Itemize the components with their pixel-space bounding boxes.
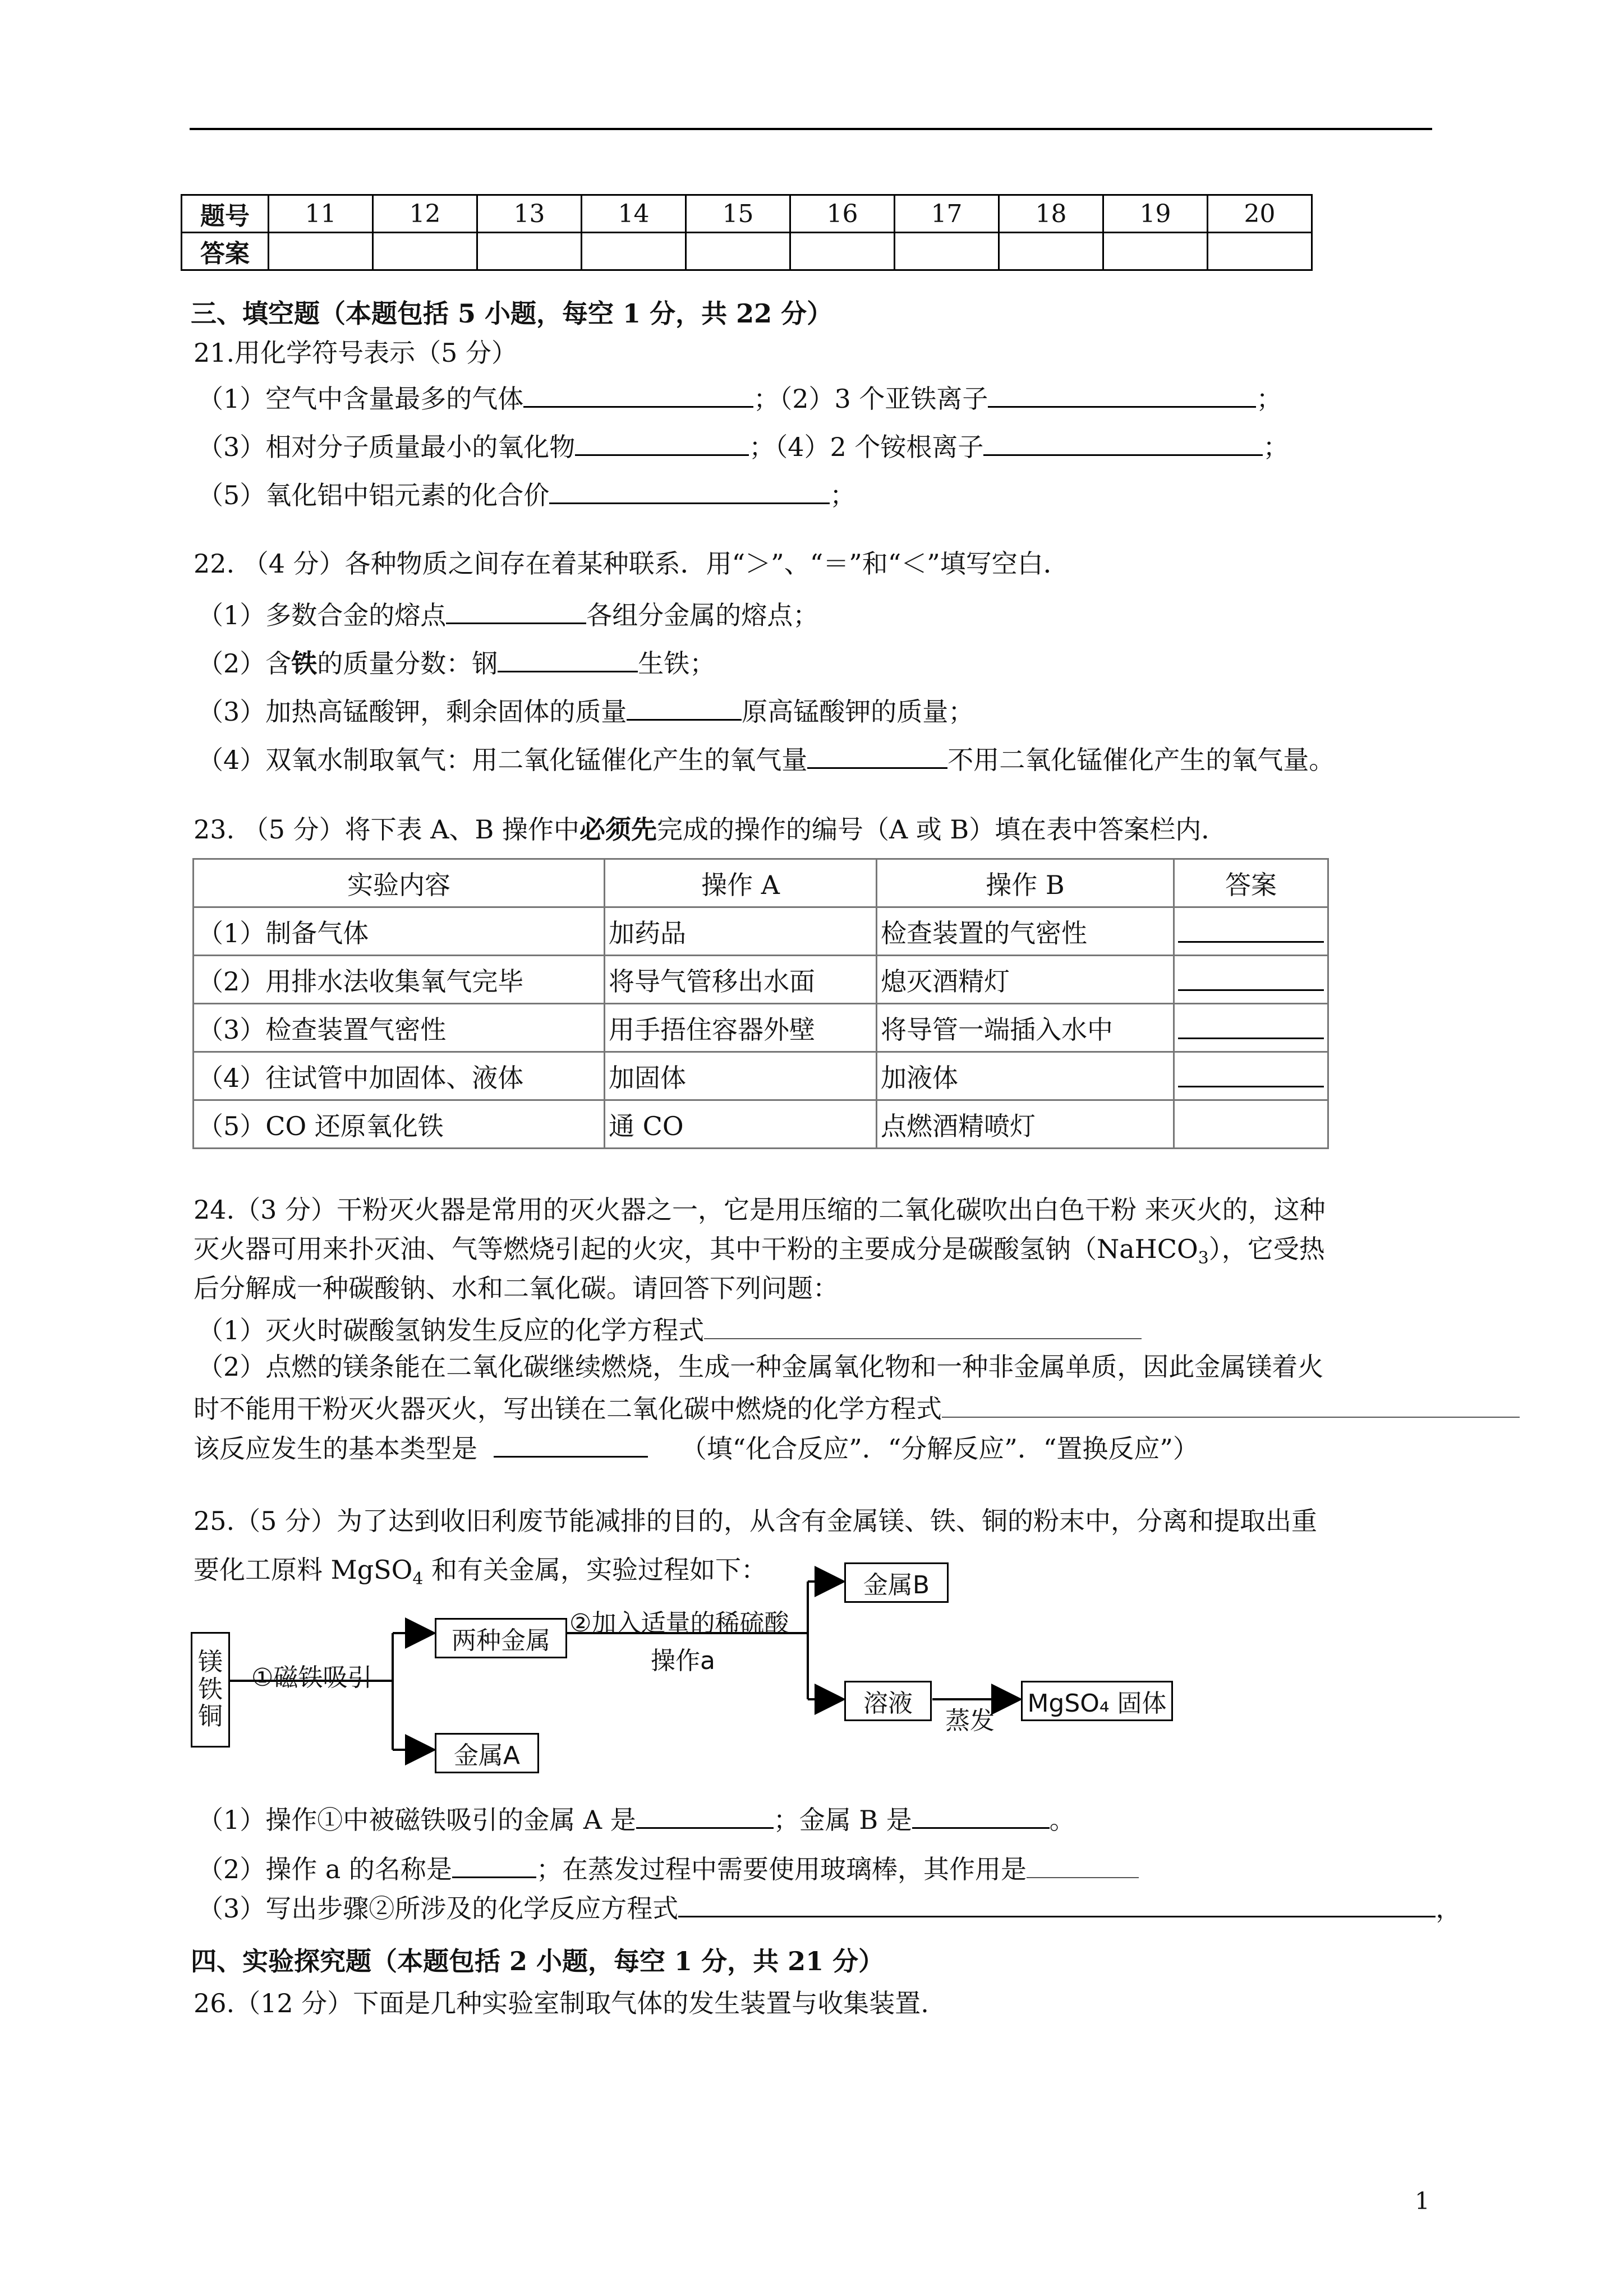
q24-line1: 24.（3 分）干粉灭火器是常用的灭火器之一，它是用压缩的二氧化碳吹出白色干粉 来灭火的，这种 — [194, 1195, 1326, 1225]
answer-blank[interactable] — [452, 1851, 536, 1878]
q22-stem: 22. （4 分）各种物质之间存在着某种联系．用“＞”、“＝”和“＜”填写空白． — [194, 548, 1069, 579]
grid-number: 19 — [1103, 195, 1208, 233]
page-number: 1 — [1415, 2187, 1430, 2215]
q24-line7: 该反应发生的基本类型是 （填“化合反应”．“分解反应”．“置换反应”） — [194, 1430, 1199, 1464]
grid-number: 16 — [790, 195, 895, 233]
q22-line2: （2）含铁的质量分数：钢 生铁； — [197, 645, 715, 679]
q25-sub2: （2）操作 a 的名称是 ；在蒸发过程中需要使用玻璃棒，其作用是 — [197, 1851, 1139, 1885]
col-header: 实验内容 — [194, 859, 605, 907]
start-mixture-char: 铁 — [198, 1675, 223, 1704]
q22-line3: （3）加热高锰酸钾，剩余固体的质量 原高锰酸钾的质量； — [197, 693, 974, 727]
two-metals-box: 两种金属 — [435, 1618, 567, 1658]
grid-number: 13 — [477, 195, 582, 233]
answer-blank[interactable] — [636, 1801, 774, 1829]
grid-number: 14 — [582, 195, 686, 233]
q23-stem: 23. （5 分）将下表 A、B 操作中必须先完成的操作的编号（A 或 B）填在表中答案栏内． — [194, 814, 1227, 845]
q24-line6: 时不能用干粉灭火器灭火，写出镁在二氧化碳中燃烧的化学方程式 — [194, 1391, 1520, 1424]
answer-blank[interactable] — [1027, 1851, 1139, 1878]
q24-line4: （1）灭火时碳酸氢钠发生反应的化学方程式 — [197, 1312, 1142, 1346]
product-box: MgSO₄ 固体 — [1021, 1681, 1173, 1721]
metal-b-box: 金属B — [844, 1562, 949, 1603]
solution-box: 溶液 — [844, 1681, 932, 1721]
q25-line2: 要化工原料 MgSO$_4$ 和有关金属，实验过程如下： — [194, 1555, 767, 1589]
grid-number: 20 — [1208, 195, 1312, 233]
operation-a-label: 操作a — [651, 1647, 715, 1675]
col-header: 操作 B — [877, 859, 1174, 907]
table-row: （1）制备气体 加药品 检查装置的气密性 — [194, 907, 1328, 956]
grid-number: 17 — [895, 195, 999, 233]
grid-header-label: 题号 — [182, 195, 269, 233]
q21-line1: （1）空气中含量最多的气体 ；（2）3 个亚铁离子 ； — [197, 380, 1282, 414]
table-row: （5）CO 还原氧化铁 通 CO 点燃酒精喷灯 — [194, 1100, 1328, 1149]
q25-line1: 25.（5 分）为了达到收旧利废节能减排的目的，从含有金属镁、铁、铜的粉末中，分离和提取出重 — [194, 1506, 1318, 1536]
q24-line3: 后分解成一种碳酸钠、水和二氧化碳。请回答下列问题： — [194, 1273, 839, 1303]
q26-stem: 26.（12 分）下面是几种实验室制取气体的发生装置与收集装置. — [194, 1988, 929, 2018]
table-row: （3）检查装置气密性 用手捂住容器外壁 将导管一端插入水中 — [194, 1004, 1328, 1052]
q24-line2: 灭火器可用来扑灭油、气等燃烧引起的火灾，其中干粉的主要成分是碳酸氢钠（NaHCO$_3$），它受热 — [194, 1234, 1325, 1269]
metal-a-box: 金属A — [435, 1733, 539, 1773]
col-header: 操作 A — [605, 859, 877, 907]
start-mixture-char: 铜 — [198, 1702, 223, 1731]
col-header: 答案 — [1174, 859, 1328, 907]
start-mixture-box — [191, 1632, 230, 1748]
start-mixture-char: 镁 — [198, 1648, 223, 1677]
step1-label: ①磁铁吸引 — [251, 1663, 372, 1692]
grid-number: 15 — [686, 195, 790, 233]
q24-line5: （2）点燃的镁条能在二氧化碳继续燃烧，生成一种金属氧化物和一种非金属单质，因此金属镁着火 — [197, 1352, 1324, 1382]
step2-label: ②加入适量的稀硫酸 — [569, 1609, 789, 1638]
grid-number: 18 — [999, 195, 1103, 233]
q25-sub3: （3）写出步骤②所涉及的化学反应方程式 ， — [197, 1890, 1461, 1924]
grid-answer-label: 答案 — [182, 233, 269, 270]
q21-line3: （5）氧化铝中铝元素的化合价 ； — [197, 477, 855, 511]
q21-line2: （3）相对分子质量最小的氧化物 ；（4）2 个铵根离子 ； — [197, 428, 1289, 463]
evaporate-label: 蒸发 — [945, 1707, 995, 1735]
answer-blank[interactable] — [912, 1801, 1050, 1829]
answer-blank[interactable] — [678, 1890, 1436, 1917]
q22-line1: （1）多数合金的熔点 各组分金属的熔点； — [197, 597, 818, 631]
table-row: （4）往试管中加固体、液体 加固体 加液体 — [194, 1052, 1328, 1100]
table-row: （2）用排水法收集氧气完毕 将导气管移出水面 熄灭酒精灯 — [194, 956, 1328, 1004]
grid-number: 11 — [269, 195, 373, 233]
q21-stem: 21.用化学符号表示（5 分） — [194, 338, 518, 368]
grid-number: 12 — [373, 195, 477, 233]
q25-sub1: （1）操作①中被磁铁吸引的金属 A 是 ；金属 B 是 。 — [197, 1801, 1075, 1836]
q22-line4: （4）双氧水制取氧气：用二氧化锰催化产生的氧气量 不用二氧化锰催化产生的氧气量。 — [197, 741, 1335, 776]
section3-title: 三、填空题（本题包括 5 小题，每空 1 分，共 22 分） — [191, 298, 833, 329]
section4-title: 四、实验探究题（本题包括 2 小题，每空 1 分，共 21 分） — [191, 1946, 885, 1976]
